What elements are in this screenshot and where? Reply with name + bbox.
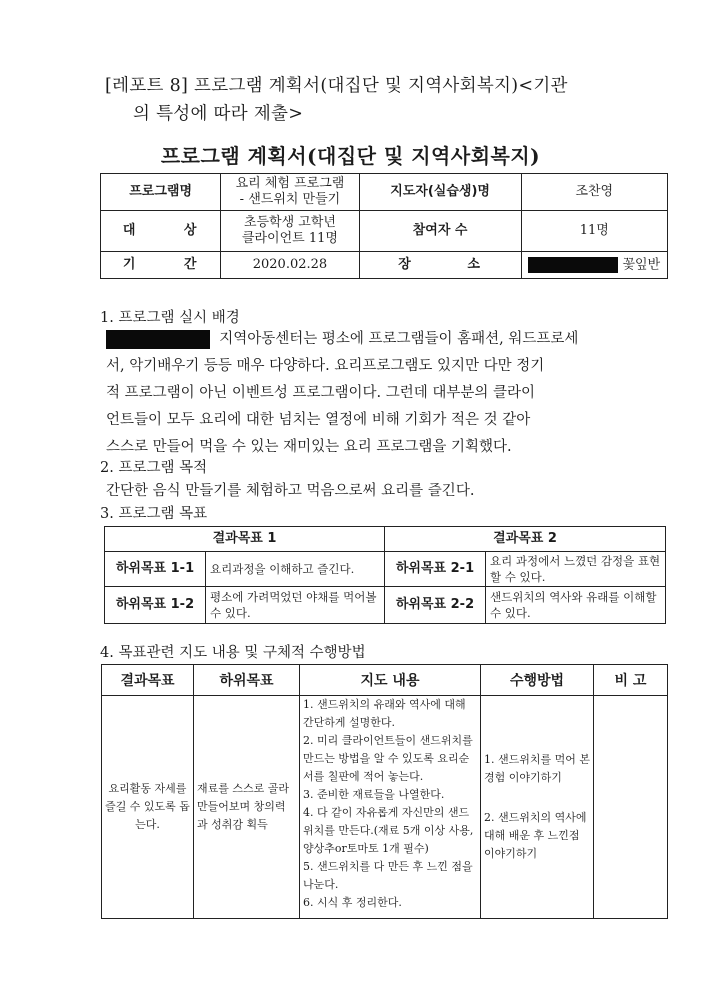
- report-header-line1: [레포트 8] 프로그램 계획서(대집단 및 지역사회복지)<기관: [105, 76, 568, 96]
- col-result-goal: 결과목표: [102, 665, 194, 696]
- redaction-box: [528, 257, 618, 273]
- program-info-table: [100, 173, 668, 279]
- report-header-line2: 의 특성에 따라 제출>: [133, 104, 304, 124]
- participants-label: 참여자 수: [359, 211, 521, 252]
- section1-line5: 스스로 만들어 먹을 수 있는 재미있는 요리 프로그램을 기획했다.: [106, 439, 512, 455]
- sub-goal-1-2-label: 하위목표 1-2: [105, 587, 206, 624]
- sub-goal-1-2-text: 평소에 가려먹었던 야채를 먹어볼 수 있다.: [206, 587, 385, 624]
- guidance-step: 6. 시식 후 정리한다.: [303, 896, 402, 909]
- section1-line2: 서, 악기배우기 등등 매우 다양하다. 요리프로그램도 있지만 다만 정기: [106, 358, 545, 374]
- redaction-box: [106, 330, 210, 349]
- col-method: 수행방법: [481, 665, 594, 696]
- section2-heading: 2. 프로그램 목적: [100, 460, 208, 476]
- section1-line3: 적 프로그램이 아닌 이벤트성 프로그램이다. 그런데 대부분의 클라이: [106, 385, 536, 401]
- method-item: 1. 샌드위치를 먹어 본 경험 이야기하기: [484, 753, 590, 784]
- report-header: [105, 72, 568, 128]
- program-name-value: [221, 174, 359, 211]
- guidance-step: 1. 샌드위치의 유래와 역사에 대해 간단하게 설명한다.: [303, 698, 466, 729]
- section1-line1-text: 지역아동센터는 평소에 프로그램들이 홈패션, 워드프로세: [219, 331, 579, 347]
- sub-goal-1-1-text: 요리과정을 이해하고 즐긴다.: [206, 552, 385, 587]
- guidance-step: 2. 미리 클라이언트들이 샌드위치를 만드는 방법을 알 수 있도록 요리순서를 칠판에 적어 놓는다.: [303, 734, 473, 783]
- program-name-label: 프로그램명: [101, 174, 221, 211]
- col-sub-goal: 하위목표: [194, 665, 300, 696]
- method-item: 2. 샌드위치의 역사에 대해 배운 후 느낀점 이야기하기: [484, 811, 587, 860]
- sub-goal-2-1-label: 하위목표 2-1: [385, 552, 486, 587]
- guidance-step: 4. 다 같이 자유롭게 자신만의 샌드위치를 만든다.(재료 5개 이상 사용, 양상추or토마토 1개 필수): [303, 806, 474, 855]
- section1-line1: [106, 326, 666, 353]
- target-label: 대 상: [101, 211, 221, 252]
- participants-value: 11명: [521, 211, 667, 252]
- goal2-header: 결과목표 2: [385, 527, 666, 552]
- section1-heading: 1. 프로그램 실시 배경: [100, 310, 240, 326]
- document-title: 프로그램 계획서(대집단 및 지역사회복지): [160, 144, 541, 168]
- sub-goal-2-2-label: 하위목표 2-2: [385, 587, 486, 624]
- sub-goal-cell: 재료를 스스로 골라 만들어보며 창의력과 성취감 획득: [194, 696, 300, 919]
- guidance-list: [300, 696, 480, 912]
- section2-text: 간단한 음식 만들기를 체험하고 먹음으로써 요리를 즐긴다.: [106, 483, 475, 499]
- target-line2: 클라이언트 11명: [241, 231, 338, 246]
- sub-goal-1-1-label: 하위목표 1-1: [105, 552, 206, 587]
- sub-goal-2-2-text: 샌드위치의 역사와 유래를 이해할 수 있다.: [486, 587, 666, 624]
- program-name-line1: 요리 체험 프로그램: [235, 176, 345, 191]
- supervisor-value: 조찬영: [521, 174, 667, 211]
- guidance-cell: [300, 696, 481, 919]
- col-guidance: 지도 내용: [300, 665, 481, 696]
- method-cell: [481, 696, 594, 919]
- target-value: [221, 211, 359, 252]
- target-line1: 초등학생 고학년: [243, 215, 336, 230]
- section3-heading: 3. 프로그램 목표: [100, 506, 208, 522]
- goal1-header: 결과목표 1: [105, 527, 385, 552]
- period-value: 2020.02.28: [221, 252, 359, 279]
- place-value: [521, 252, 667, 279]
- sub-goal-2-1-text: 요리 과정에서 느꼈던 감정을 표현할 수 있다.: [486, 552, 666, 587]
- section1-line4: 언트들이 모두 요리에 대한 넘치는 열정에 비해 기회가 적은 것 같아: [106, 412, 531, 428]
- col-remark: 비 고: [594, 665, 668, 696]
- guidance-step: 3. 준비한 재료들을 나열한다.: [303, 788, 445, 801]
- supervisor-label: 지도자(실습생)명: [359, 174, 521, 211]
- guidance-step: 5. 샌드위치를 다 만든 후 느낀 점을 나눈다.: [303, 860, 473, 891]
- remark-cell: [594, 696, 668, 919]
- result-goal-cell: 요리활동 자세를 즐길 수 있도록 돕는다.: [102, 696, 194, 919]
- section1-body: [106, 326, 666, 461]
- period-label: 기 간: [101, 252, 221, 279]
- place-name: 꽃잎반: [622, 257, 661, 273]
- goals-table: [104, 526, 666, 624]
- program-name-line2: - 샌드위치 만들기: [239, 192, 341, 207]
- place-label: 장 소: [359, 252, 521, 279]
- section4-heading: 4. 목표관련 지도 내용 및 구체적 수행방법: [100, 645, 366, 661]
- guidance-table: [101, 664, 668, 919]
